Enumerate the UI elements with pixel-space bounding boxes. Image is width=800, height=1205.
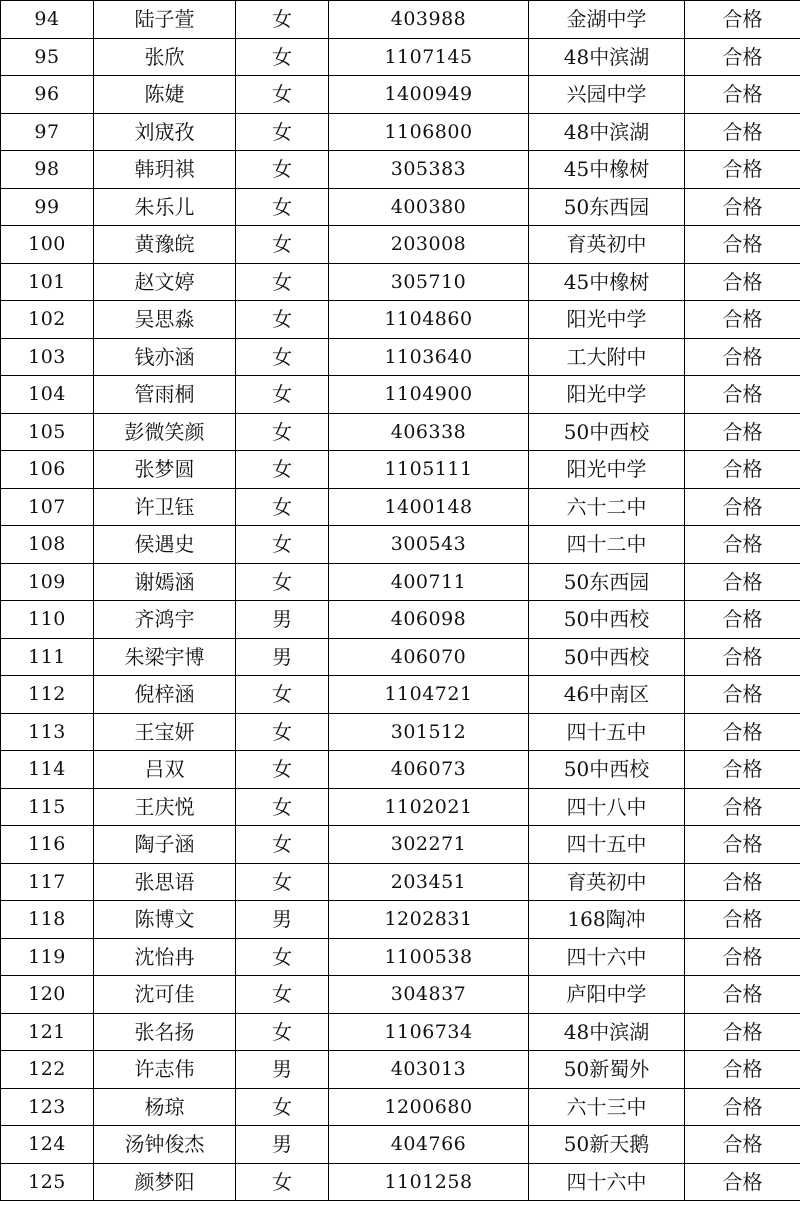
table-row	[1, 1, 800, 39]
table-row	[1, 901, 800, 939]
gender-cell: 女	[236, 526, 329, 564]
gender-cell: 女	[236, 263, 329, 301]
gender-cell: 女	[236, 1088, 329, 1126]
row-number-cell: 117	[1, 863, 94, 901]
gender-cell: 女	[236, 938, 329, 976]
student-id-cell: 304837	[329, 976, 529, 1014]
student-id-cell: 1202831	[329, 901, 529, 939]
school-cell: 兴园中学	[529, 76, 685, 114]
student-name-cell: 彭微笑颜	[94, 413, 236, 451]
student-id-cell: 305383	[329, 151, 529, 189]
result-cell: 合格	[685, 901, 800, 939]
table-row	[1, 863, 800, 901]
result-cell: 合格	[685, 1013, 800, 1051]
result-cell: 合格	[685, 1, 800, 39]
gender-cell: 男	[236, 601, 329, 639]
result-cell: 合格	[685, 413, 800, 451]
student-id-cell: 406073	[329, 751, 529, 789]
student-name-cell: 颜梦阳	[94, 1163, 236, 1201]
gender-cell: 女	[236, 488, 329, 526]
student-name-cell: 陈博文	[94, 901, 236, 939]
gender-cell: 女	[236, 1, 329, 39]
gender-cell: 女	[236, 751, 329, 789]
result-cell: 合格	[685, 938, 800, 976]
school-cell: 48中滨湖	[529, 113, 685, 151]
result-cell: 合格	[685, 338, 800, 376]
student-id-cell: 404766	[329, 1126, 529, 1164]
student-name-cell: 钱亦涵	[94, 338, 236, 376]
result-cell: 合格	[685, 526, 800, 564]
school-cell: 四十六中	[529, 1163, 685, 1201]
school-cell: 六十二中	[529, 488, 685, 526]
school-cell: 50中西校	[529, 751, 685, 789]
table-row	[1, 226, 800, 264]
school-cell: 50新天鹅	[529, 1126, 685, 1164]
table-row	[1, 1088, 800, 1126]
gender-cell: 女	[236, 713, 329, 751]
student-name-cell: 张梦圆	[94, 451, 236, 489]
gender-cell: 女	[236, 563, 329, 601]
student-name-cell: 倪梓涵	[94, 676, 236, 714]
table-row	[1, 38, 800, 76]
result-cell: 合格	[685, 188, 800, 226]
result-cell: 合格	[685, 713, 800, 751]
student-name-cell: 张欣	[94, 38, 236, 76]
student-id-cell: 1107145	[329, 38, 529, 76]
student-id-cell: 1100538	[329, 938, 529, 976]
row-number-cell: 101	[1, 263, 94, 301]
student-id-cell: 1103640	[329, 338, 529, 376]
row-number-cell: 96	[1, 76, 94, 114]
table-row	[1, 338, 800, 376]
row-number-cell: 109	[1, 563, 94, 601]
student-id-cell: 403013	[329, 1051, 529, 1089]
school-cell: 168陶冲	[529, 901, 685, 939]
student-name-cell: 管雨桐	[94, 376, 236, 414]
student-id-cell: 406338	[329, 413, 529, 451]
gender-cell: 女	[236, 788, 329, 826]
result-cell: 合格	[685, 751, 800, 789]
gender-cell: 女	[236, 113, 329, 151]
row-number-cell: 125	[1, 1163, 94, 1201]
school-cell: 46中南区	[529, 676, 685, 714]
result-cell: 合格	[685, 638, 800, 676]
result-cell: 合格	[685, 863, 800, 901]
student-id-cell: 1105111	[329, 451, 529, 489]
table-body	[1, 1, 800, 1201]
row-number-cell: 95	[1, 38, 94, 76]
result-cell: 合格	[685, 151, 800, 189]
student-id-cell: 400711	[329, 563, 529, 601]
student-name-cell: 沈可佳	[94, 976, 236, 1014]
school-cell: 工大附中	[529, 338, 685, 376]
table-row	[1, 301, 800, 339]
row-number-cell: 113	[1, 713, 94, 751]
student-name-cell: 齐鸿宇	[94, 601, 236, 639]
row-number-cell: 104	[1, 376, 94, 414]
student-name-cell: 刘宬孜	[94, 113, 236, 151]
student-name-cell: 沈怡冉	[94, 938, 236, 976]
student-id-cell: 1102021	[329, 788, 529, 826]
table-row	[1, 1126, 800, 1164]
gender-cell: 男	[236, 638, 329, 676]
row-number-cell: 106	[1, 451, 94, 489]
school-cell: 45中橡树	[529, 151, 685, 189]
gender-cell: 女	[236, 38, 329, 76]
gender-cell: 男	[236, 901, 329, 939]
school-cell: 育英初中	[529, 863, 685, 901]
gender-cell: 女	[236, 151, 329, 189]
student-id-cell: 302271	[329, 826, 529, 864]
student-name-cell: 侯遇史	[94, 526, 236, 564]
result-cell: 合格	[685, 601, 800, 639]
table-row	[1, 826, 800, 864]
result-cell: 合格	[685, 376, 800, 414]
student-name-cell: 陈婕	[94, 76, 236, 114]
table-row	[1, 788, 800, 826]
student-id-cell: 1400148	[329, 488, 529, 526]
row-number-cell: 124	[1, 1126, 94, 1164]
table-row	[1, 1163, 800, 1201]
gender-cell: 女	[236, 1163, 329, 1201]
table-row	[1, 113, 800, 151]
result-cell: 合格	[685, 113, 800, 151]
gender-cell: 女	[236, 676, 329, 714]
school-cell: 四十六中	[529, 938, 685, 976]
school-cell: 四十二中	[529, 526, 685, 564]
student-id-cell: 203451	[329, 863, 529, 901]
row-number-cell: 120	[1, 976, 94, 1014]
row-number-cell: 100	[1, 226, 94, 264]
row-number-cell: 105	[1, 413, 94, 451]
row-number-cell: 119	[1, 938, 94, 976]
student-name-cell: 张思语	[94, 863, 236, 901]
student-name-cell: 谢嫣涵	[94, 563, 236, 601]
gender-cell: 女	[236, 301, 329, 339]
gender-cell: 女	[236, 338, 329, 376]
student-id-cell: 1104900	[329, 376, 529, 414]
student-id-cell: 1200680	[329, 1088, 529, 1126]
table-row	[1, 488, 800, 526]
result-cell: 合格	[685, 563, 800, 601]
result-cell: 合格	[685, 826, 800, 864]
student-id-cell: 301512	[329, 713, 529, 751]
student-name-cell: 朱梁宇博	[94, 638, 236, 676]
school-cell: 50东西园	[529, 188, 685, 226]
result-cell: 合格	[685, 676, 800, 714]
student-id-cell: 1106734	[329, 1013, 529, 1051]
student-name-cell: 朱乐儿	[94, 188, 236, 226]
table-row	[1, 451, 800, 489]
student-name-cell: 汤钟俊杰	[94, 1126, 236, 1164]
table-row	[1, 188, 800, 226]
row-number-cell: 114	[1, 751, 94, 789]
school-cell: 四十五中	[529, 826, 685, 864]
student-name-cell: 韩玥祺	[94, 151, 236, 189]
school-cell: 阳光中学	[529, 451, 685, 489]
result-cell: 合格	[685, 226, 800, 264]
gender-cell: 女	[236, 376, 329, 414]
table-row	[1, 413, 800, 451]
row-number-cell: 97	[1, 113, 94, 151]
table-row	[1, 938, 800, 976]
school-cell: 六十三中	[529, 1088, 685, 1126]
gender-cell: 女	[236, 451, 329, 489]
school-cell: 阳光中学	[529, 301, 685, 339]
row-number-cell: 112	[1, 676, 94, 714]
table-row	[1, 526, 800, 564]
row-number-cell: 98	[1, 151, 94, 189]
gender-cell: 男	[236, 1126, 329, 1164]
result-cell: 合格	[685, 1088, 800, 1126]
student-name-cell: 黄豫皖	[94, 226, 236, 264]
table-row	[1, 376, 800, 414]
school-cell: 金湖中学	[529, 1, 685, 39]
row-number-cell: 111	[1, 638, 94, 676]
gender-cell: 女	[236, 76, 329, 114]
table-row	[1, 563, 800, 601]
student-name-cell: 陆子萱	[94, 1, 236, 39]
gender-cell: 女	[236, 826, 329, 864]
row-number-cell: 116	[1, 826, 94, 864]
student-name-cell: 王宝妍	[94, 713, 236, 751]
school-cell: 45中橡树	[529, 263, 685, 301]
student-name-cell: 赵文婷	[94, 263, 236, 301]
result-cell: 合格	[685, 1051, 800, 1089]
school-cell: 育英初中	[529, 226, 685, 264]
row-number-cell: 123	[1, 1088, 94, 1126]
student-name-cell: 杨琼	[94, 1088, 236, 1126]
student-name-cell: 吕双	[94, 751, 236, 789]
student-name-cell: 陶子涵	[94, 826, 236, 864]
student-id-cell: 406098	[329, 601, 529, 639]
table-row	[1, 1051, 800, 1089]
table-row	[1, 601, 800, 639]
table-row	[1, 263, 800, 301]
student-name-cell: 王庆悦	[94, 788, 236, 826]
row-number-cell: 94	[1, 1, 94, 39]
school-cell: 四十八中	[529, 788, 685, 826]
student-id-cell: 406070	[329, 638, 529, 676]
table-row	[1, 151, 800, 189]
school-cell: 50中西校	[529, 601, 685, 639]
row-number-cell: 110	[1, 601, 94, 639]
student-id-cell: 1400949	[329, 76, 529, 114]
table-row	[1, 713, 800, 751]
result-cell: 合格	[685, 263, 800, 301]
gender-cell: 女	[236, 226, 329, 264]
row-number-cell: 107	[1, 488, 94, 526]
gender-cell: 男	[236, 1051, 329, 1089]
gender-cell: 女	[236, 1013, 329, 1051]
school-cell: 阳光中学	[529, 376, 685, 414]
gender-cell: 女	[236, 863, 329, 901]
student-id-cell: 1104721	[329, 676, 529, 714]
gender-cell: 女	[236, 976, 329, 1014]
school-cell: 庐阳中学	[529, 976, 685, 1014]
student-id-cell: 203008	[329, 226, 529, 264]
result-cell: 合格	[685, 488, 800, 526]
student-id-cell: 403988	[329, 1, 529, 39]
result-cell: 合格	[685, 1163, 800, 1201]
row-number-cell: 115	[1, 788, 94, 826]
table-row	[1, 638, 800, 676]
row-number-cell: 108	[1, 526, 94, 564]
school-cell: 48中滨湖	[529, 38, 685, 76]
student-id-cell: 400380	[329, 188, 529, 226]
row-number-cell: 122	[1, 1051, 94, 1089]
result-cell: 合格	[685, 301, 800, 339]
row-number-cell: 99	[1, 188, 94, 226]
result-cell: 合格	[685, 976, 800, 1014]
school-cell: 50新蜀外	[529, 1051, 685, 1089]
result-cell: 合格	[685, 76, 800, 114]
table-row	[1, 676, 800, 714]
school-cell: 50东西园	[529, 563, 685, 601]
row-number-cell: 103	[1, 338, 94, 376]
gender-cell: 女	[236, 413, 329, 451]
gender-cell: 女	[236, 188, 329, 226]
result-cell: 合格	[685, 1126, 800, 1164]
student-name-cell: 张名扬	[94, 1013, 236, 1051]
student-name-cell: 许志伟	[94, 1051, 236, 1089]
student-id-cell: 300543	[329, 526, 529, 564]
student-id-cell: 1104860	[329, 301, 529, 339]
table-row	[1, 76, 800, 114]
result-cell: 合格	[685, 451, 800, 489]
student-name-cell: 许卫钰	[94, 488, 236, 526]
student-id-cell: 1101258	[329, 1163, 529, 1201]
school-cell: 50中西校	[529, 413, 685, 451]
result-cell: 合格	[685, 38, 800, 76]
school-cell: 50中西校	[529, 638, 685, 676]
table-row	[1, 751, 800, 789]
student-name-cell: 吴思淼	[94, 301, 236, 339]
row-number-cell: 121	[1, 1013, 94, 1051]
row-number-cell: 102	[1, 301, 94, 339]
school-cell: 48中滨湖	[529, 1013, 685, 1051]
result-cell: 合格	[685, 788, 800, 826]
school-cell: 四十五中	[529, 713, 685, 751]
student-id-cell: 305710	[329, 263, 529, 301]
row-number-cell: 118	[1, 901, 94, 939]
student-id-cell: 1106800	[329, 113, 529, 151]
table-row	[1, 1013, 800, 1051]
table-row	[1, 976, 800, 1014]
